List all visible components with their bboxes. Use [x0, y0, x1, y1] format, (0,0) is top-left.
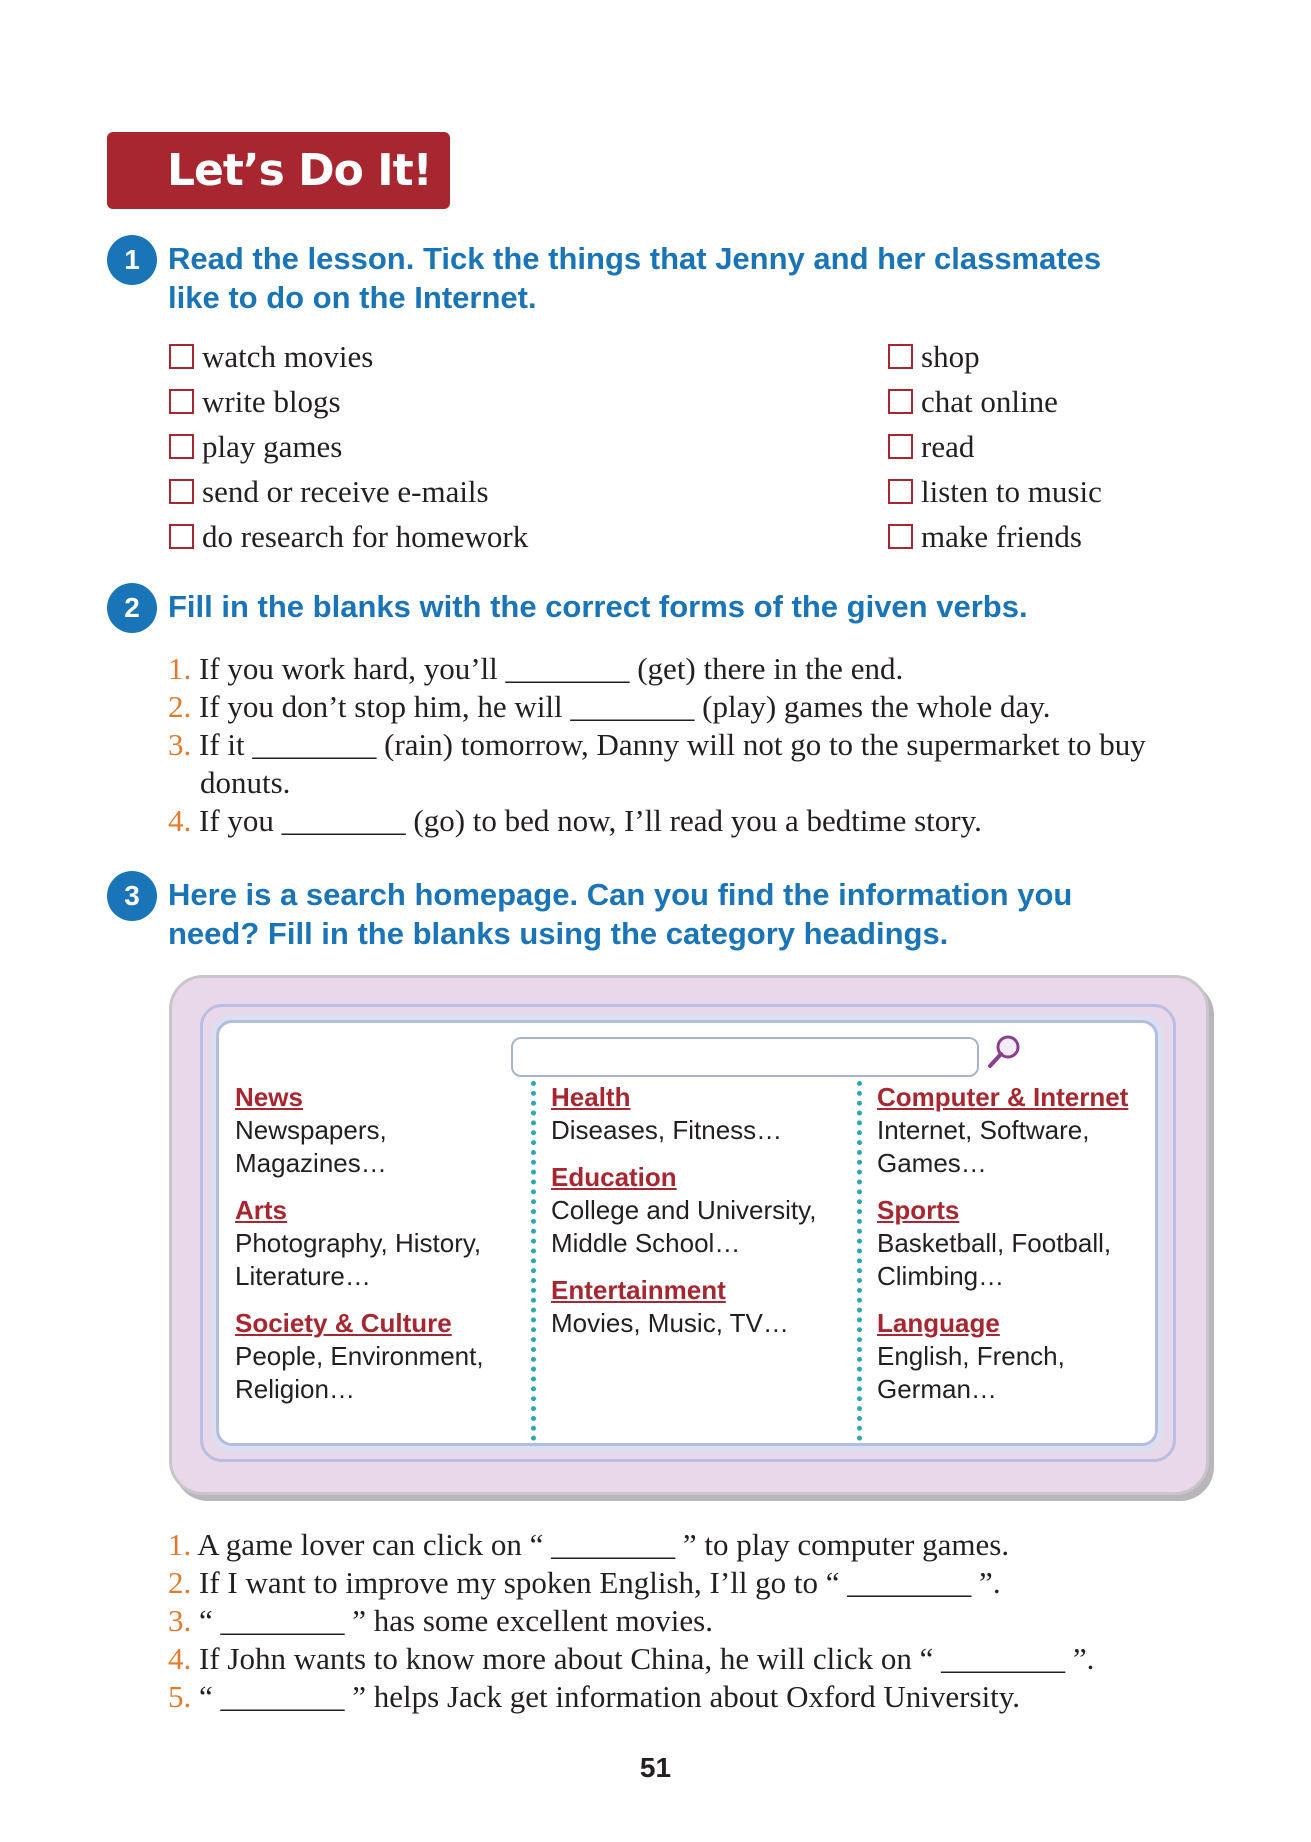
checkbox[interactable]	[169, 479, 194, 504]
checkbox[interactable]	[169, 344, 194, 369]
item-number: 1.	[168, 651, 192, 686]
checkbox[interactable]	[888, 389, 913, 414]
page-number: 51	[639, 1752, 672, 1783]
category-society-culture[interactable]	[235, 1307, 484, 1406]
checkbox-label: read	[921, 429, 975, 464]
category-desc: Climbing…	[877, 1261, 1005, 1291]
item-text: If you ________ (go) to bed now, I’ll read you a bedtime story.	[199, 803, 982, 838]
item-number: 2.	[168, 1565, 192, 1600]
checkbox-label: listen to music	[921, 474, 1102, 509]
exercise-3-question	[168, 1602, 713, 1640]
checkbox-label: do research for homework	[202, 519, 529, 554]
item-number: 4.	[168, 803, 192, 838]
category-entertainment[interactable]	[551, 1274, 789, 1340]
banner-title: Let’s Do It!	[167, 145, 432, 196]
exercise-2-heading: Fill in the blanks with the correct forms of the given verbs.	[168, 589, 1028, 624]
search-icon[interactable]	[983, 1031, 1025, 1073]
exercise-3-heading-line2: need? Fill in the blanks using the category headings.	[168, 916, 949, 951]
category-desc: Magazines…	[235, 1148, 387, 1178]
category-computer-internet[interactable]	[877, 1081, 1128, 1180]
item-text: “ ________ ” helps Jack get information about Oxford University.	[199, 1679, 1021, 1714]
item-number: 3.	[168, 1603, 192, 1638]
exercise-1-heading	[168, 239, 1101, 317]
category-desc: Middle School…	[551, 1228, 741, 1258]
checkbox-item[interactable]	[888, 379, 1058, 424]
item-text: If you work hard, you’ll ________ (get) there in the end.	[199, 651, 904, 686]
exercise-3-question	[168, 1564, 1001, 1602]
category-link[interactable]: Education	[551, 1162, 677, 1192]
category-link[interactable]: News	[235, 1082, 303, 1112]
category-link[interactable]: Sports	[877, 1195, 960, 1225]
column-divider	[531, 1081, 536, 1441]
item-number: 1.	[168, 1527, 192, 1562]
checkbox-label: send or receive e-mails	[202, 474, 489, 509]
category-link[interactable]: Computer & Internet	[877, 1082, 1129, 1112]
checkbox[interactable]	[888, 479, 913, 504]
item-text: If I want to improve my spoken English, I’ll go to “ ________ ”.	[199, 1565, 1001, 1600]
checkbox-label: make friends	[921, 519, 1082, 554]
item-number: 5.	[168, 1679, 192, 1714]
item-number: 4.	[168, 1641, 192, 1676]
category-desc: Internet, Software,	[877, 1115, 1090, 1145]
category-desc: Photography, History,	[235, 1228, 482, 1258]
category-desc: People, Environment,	[235, 1341, 484, 1371]
exercise-3-question	[168, 1640, 1094, 1678]
item-text: A game lover can click on “ ________ ” to play computer games.	[197, 1527, 1010, 1562]
category-desc: College and University,	[551, 1195, 817, 1225]
category-desc: Literature…	[235, 1261, 371, 1291]
checkbox-item[interactable]	[888, 334, 980, 379]
category-link[interactable]: Arts	[235, 1195, 288, 1225]
category-desc: English, French,	[877, 1341, 1065, 1371]
checkbox[interactable]	[169, 524, 194, 549]
checkbox-item[interactable]	[169, 514, 528, 559]
checkbox-item[interactable]	[888, 424, 974, 469]
category-link[interactable]: Society & Culture	[235, 1308, 452, 1338]
category-desc: Games…	[877, 1148, 987, 1178]
exercise-3-question	[168, 1526, 1009, 1564]
column-divider	[857, 1081, 862, 1441]
category-desc: Religion…	[235, 1374, 355, 1404]
exercise-2-number: 2	[107, 583, 157, 633]
exercise-2-item	[168, 726, 1146, 764]
exercise-2-item	[168, 650, 903, 688]
exercise-3-question	[168, 1678, 1020, 1716]
category-language[interactable]	[877, 1307, 1065, 1406]
checkbox-label: play games	[202, 429, 343, 464]
category-desc: Basketball, Football,	[877, 1228, 1112, 1258]
item-text: If you don’t stop him, he will ________ (play) games the whole day.	[199, 689, 1051, 724]
exercise-1-heading-line2: like to do on the Internet.	[168, 280, 537, 315]
exercise-3-number: 3	[107, 871, 157, 921]
exercise-2-item-continuation	[200, 764, 290, 802]
item-text: donuts.	[200, 765, 291, 800]
exercise-1-number: 1	[107, 235, 157, 285]
category-desc: Newspapers,	[235, 1115, 387, 1145]
exercise-1-heading-line1: Read the lesson. Tick the things that Jenny and her classmates	[168, 241, 1102, 276]
checkbox[interactable]	[888, 344, 913, 369]
checkbox[interactable]	[169, 434, 194, 459]
item-number: 2.	[168, 689, 192, 724]
category-link[interactable]: Entertainment	[551, 1275, 726, 1305]
category-education[interactable]	[551, 1161, 816, 1260]
checkbox[interactable]	[169, 389, 194, 414]
item-text: If John wants to know more about China, he will click on “ ________ ”.	[199, 1641, 1095, 1676]
search-homepage-frame	[169, 975, 1209, 1495]
category-link[interactable]: Health	[551, 1082, 631, 1112]
checkbox-item[interactable]	[888, 469, 1102, 514]
category-health[interactable]	[551, 1081, 782, 1147]
item-text: “ ________ ” has some excellent movies.	[199, 1603, 713, 1638]
category-link[interactable]: Language	[877, 1308, 1000, 1338]
checkbox[interactable]	[888, 524, 913, 549]
exercise-3-heading	[168, 875, 1072, 953]
checkbox-item[interactable]	[169, 379, 341, 424]
exercise-2-item	[168, 802, 982, 840]
search-input[interactable]	[511, 1037, 979, 1077]
exercise-2-item	[168, 688, 1051, 726]
exercise-3-heading-line1: Here is a search homepage. Can you find the information you	[168, 877, 1073, 912]
checkbox-label: watch movies	[202, 339, 374, 374]
checkbox-item[interactable]	[169, 424, 342, 469]
checkbox[interactable]	[888, 434, 913, 459]
checkbox-item[interactable]	[888, 514, 1082, 559]
category-news[interactable]	[235, 1081, 387, 1180]
item-text: If it ________ (rain) tomorrow, Danny will not go to the supermarket to buy	[199, 727, 1146, 762]
checkbox-label: write blogs	[202, 384, 341, 419]
search-homepage	[216, 1020, 1158, 1446]
category-arts[interactable]	[235, 1194, 481, 1293]
lets-do-it-banner	[107, 132, 450, 209]
category-sports[interactable]	[877, 1194, 1111, 1293]
checkbox-label: shop	[921, 339, 980, 374]
item-number: 3.	[168, 727, 192, 762]
category-desc: Diseases, Fitness…	[551, 1115, 783, 1145]
checkbox-item[interactable]	[169, 334, 373, 379]
category-desc: Movies, Music, TV…	[551, 1308, 789, 1338]
checkbox-item[interactable]	[169, 469, 489, 514]
checkbox-label: chat online	[921, 384, 1058, 419]
category-desc: German…	[877, 1374, 997, 1404]
